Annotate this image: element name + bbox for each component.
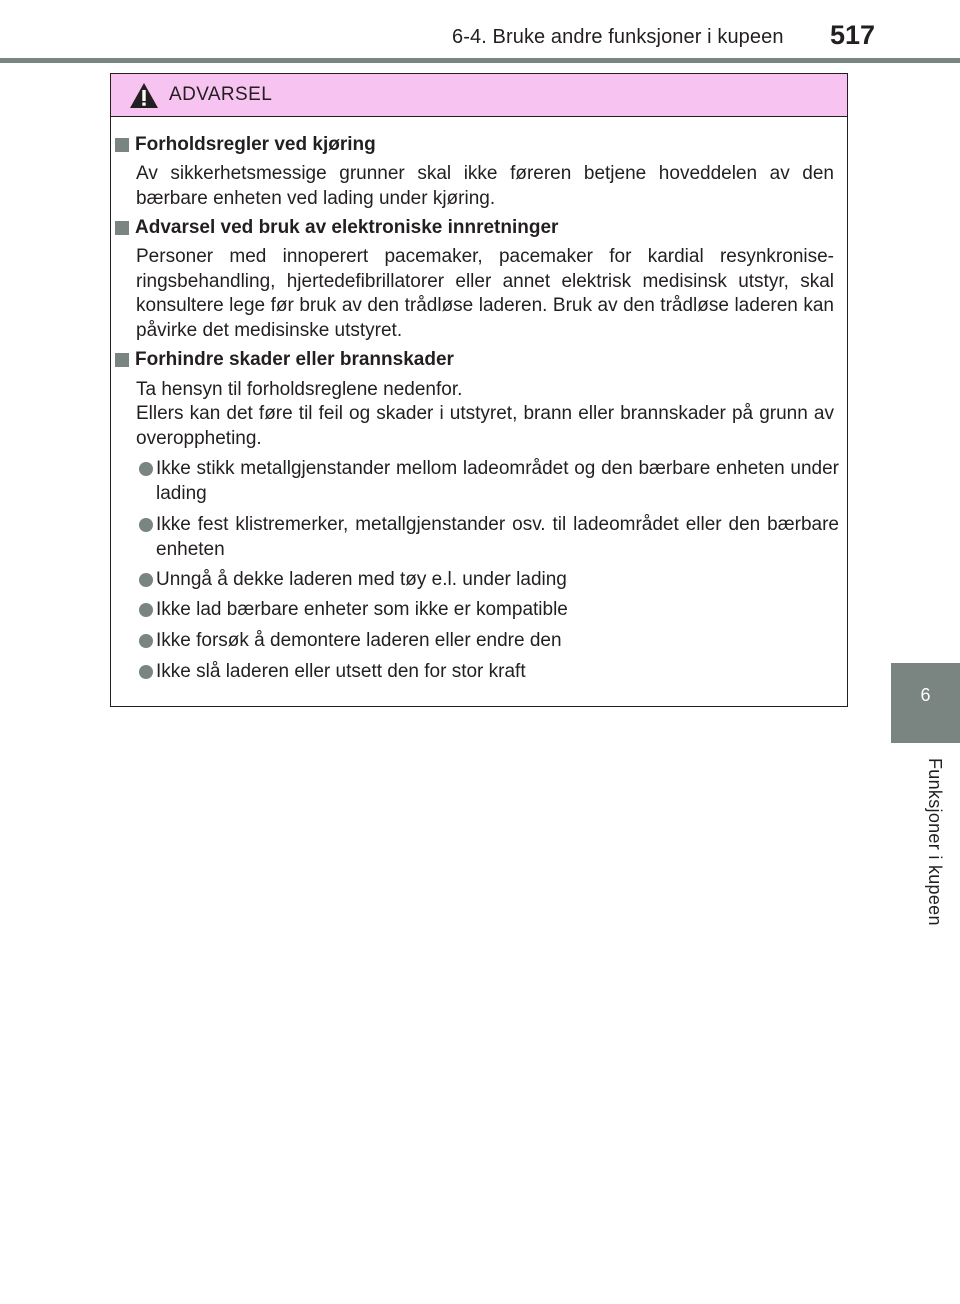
bullet-dot-icon bbox=[139, 518, 153, 532]
section-title: Advarsel ved bruk av elektroniske innretninger bbox=[135, 217, 559, 238]
list-item-text: Ikke slå laderen eller utsett den for stor kraft bbox=[156, 661, 526, 682]
square-bullet-icon bbox=[115, 138, 129, 152]
running-header-title: 6-4. Bruke andre funksjoner i kupeen bbox=[452, 26, 784, 48]
list-item-text: Ikke stikk metallgjenstander mellom ladeområdet og den bærbare enheten under lading bbox=[156, 458, 839, 504]
warning-box bbox=[110, 73, 848, 707]
page-number: 517 bbox=[830, 20, 876, 50]
header-rule bbox=[0, 58, 960, 63]
list-item-text: Ikke fest klistremerker, metallgjenstander osv. til ladeområdet eller den bærbare enheten bbox=[156, 514, 839, 560]
bullet-dot-icon bbox=[139, 462, 153, 476]
warning-label: ADVARSEL bbox=[169, 84, 273, 105]
square-bullet-icon bbox=[115, 353, 129, 367]
bullet-dot-icon bbox=[139, 573, 153, 587]
chapter-side-label: Funksjoner i kupeen bbox=[925, 758, 945, 926]
section-title: Forholdsregler ved kjøring bbox=[135, 134, 376, 155]
list-item-text: Unngå å dekke laderen med tøy e.l. under lading bbox=[156, 569, 567, 590]
section-paragraph: Ellers kan det føre til feil og skader i utstyret, brann eller brannskader på grunn av overoppheting. bbox=[136, 403, 834, 449]
section-title: Forhindre skader eller brannskader bbox=[135, 349, 454, 370]
warning-triangle-icon bbox=[129, 82, 159, 109]
section-paragraph: Ta hensyn til forholdsreglene nedenfor. bbox=[136, 379, 463, 400]
bullet-dot-icon bbox=[139, 665, 153, 679]
list-item-text: Ikke lad bærbare enheter som ikke er kompatible bbox=[156, 599, 568, 620]
bullet-dot-icon bbox=[139, 634, 153, 648]
chapter-tab: 6 bbox=[891, 663, 960, 743]
square-bullet-icon bbox=[115, 221, 129, 235]
warning-header bbox=[111, 74, 847, 117]
section-paragraph: Av sikkerhetsmessige grunner skal ikke føreren betjene hoveddelen av den bærbare enheten ved lading under kjøring. bbox=[136, 163, 834, 209]
bullet-dot-icon bbox=[139, 603, 153, 617]
section-paragraph: Personer med innoperert pacemaker, pacemaker for kardial resynkronise-ringsbehandling, hjertedefibrillatorer eller annet elektrisk medisinsk utstyr, skal konsultere lege før bruk av den trådløse laderen. Bruk av den trådløse laderen kan påvirke det medisinske utstyret. bbox=[136, 246, 834, 341]
list-item-text: Ikke forsøk å demontere laderen eller endre den bbox=[156, 630, 562, 651]
